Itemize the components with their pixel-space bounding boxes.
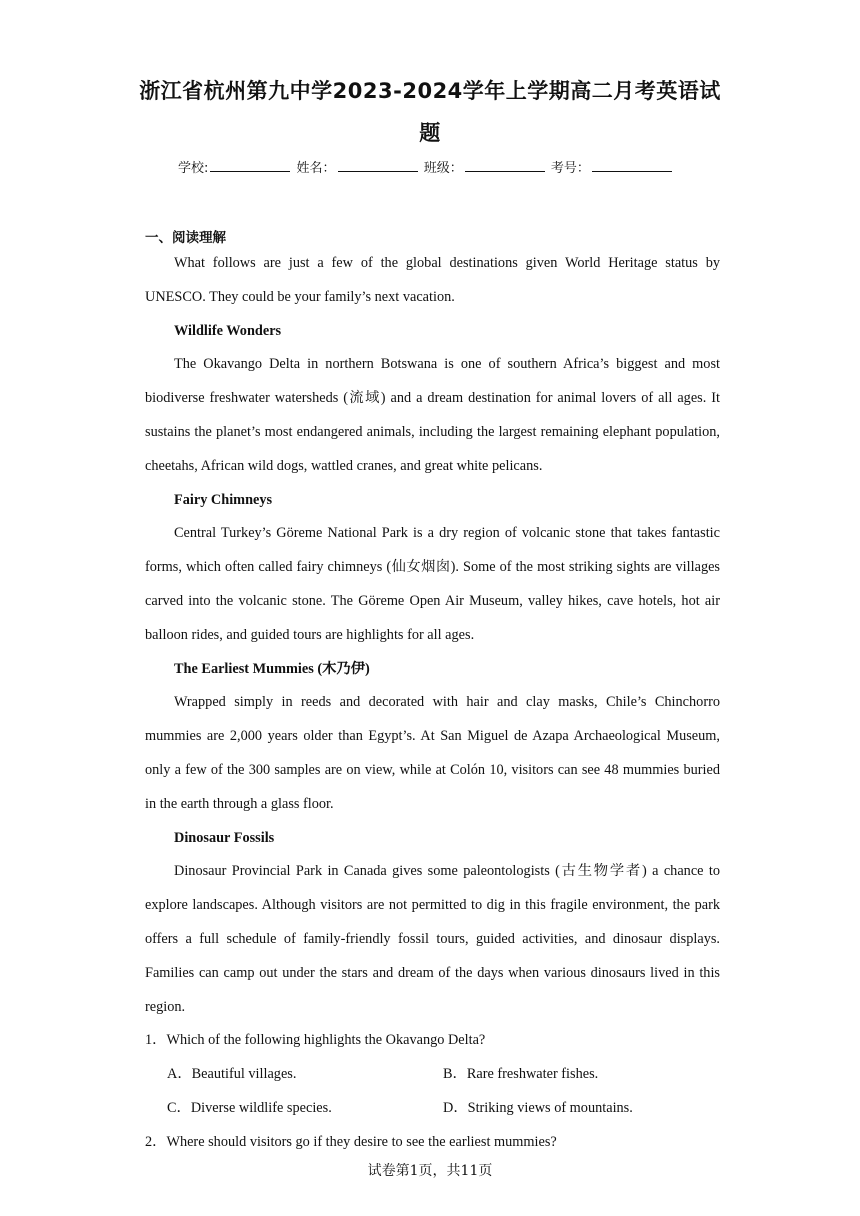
- section-heading: Dinosaur Fossils: [174, 829, 275, 846]
- school-label: 学校:: [178, 161, 209, 176]
- class-blank[interactable]: [465, 158, 545, 172]
- question-2: 2．Where should visitors go if they desire to see the earliest mummies?: [145, 1133, 557, 1150]
- student-info-fields: [178, 157, 738, 176]
- section-heading: Wildlife Wonders: [174, 322, 282, 339]
- option-c[interactable]: C．Diverse wildlife species.: [167, 1099, 332, 1116]
- exam-title-line1: 浙江省杭州第九中学2023-2024学年上学期高二月考英语试: [139, 79, 721, 103]
- page-footer: 试卷第1页，共11页: [367, 1163, 493, 1179]
- section-text: Dinosaur Provincial Park in Canada gives some paleontologists (古生物学者) a chance to explore landscapes. Although visitors are not permitted to dig in this fragile environment, the park offers a full schedule of family-friendly fossil tours, guided activities, and dinosaur displays. Families can camp out under the stars and dream of the days when various dinosaurs lived in this region.: [145, 863, 720, 1015]
- question-1-options-row1: [145, 1058, 720, 1092]
- section-text: Wrapped simply in reeds and decorated with hair and clay masks, Chile’s Chinchorro mummies are 2,000 years older than Egypt’s. At San Miguel de Azapa Archaeological Museum, only a few of the 300 samples are on view, while at Colón 10, visitors can see 48 mummies buried in the earth through a glass floor.: [145, 694, 720, 812]
- section-text: The Okavango Delta in northern Botswana is one of southern Africa’s biggest and most biodiverse freshwater watersheds (流域) and a dream destination for animal lovers of all ages. It sustains the planet’s most endangered animals, including the largest remaining elephant population, cheetahs, African wild dogs, wattled cranes, and great white pelicans.: [145, 356, 720, 474]
- section-text: Central Turkey’s Göreme National Park is a dry region of volcanic stone that takes fantastic forms, which often called fairy chimneys (仙女烟囱). Some of the most striking sights are villages carved into the volcanic stone. The Göreme Open Air Museum, valley hikes, cave hotels, hot air balloon rides, and guided tours are highlights for all ages.: [145, 525, 720, 643]
- option-a[interactable]: A．Beautiful villages.: [167, 1066, 297, 1083]
- question-1: 1．Which of the following highlights the Okavango Delta?: [145, 1032, 486, 1049]
- question-1-options-row2: [145, 1092, 720, 1126]
- reading-passage: [145, 247, 720, 1160]
- exam-number-label: 考号：: [550, 161, 590, 176]
- school-blank[interactable]: [210, 158, 290, 172]
- name-blank[interactable]: [338, 158, 418, 172]
- exam-title-line2: 题: [419, 121, 441, 145]
- name-label: 姓名：: [296, 161, 336, 176]
- option-d[interactable]: D．Striking views of mountains.: [443, 1099, 633, 1116]
- exam-number-blank[interactable]: [592, 158, 672, 172]
- section-heading: The Earliest Mummies (木乃伊): [174, 660, 370, 677]
- option-b[interactable]: B．Rare freshwater fishes.: [443, 1066, 599, 1083]
- section-title: 一、阅读理解: [145, 230, 226, 246]
- class-label: 班级：: [423, 161, 463, 176]
- passage-intro: What follows are just a few of the global destinations given World Heritage status by UNESCO. They could be your family’s next vacation.: [145, 255, 720, 305]
- section-heading: Fairy Chimneys: [174, 491, 273, 508]
